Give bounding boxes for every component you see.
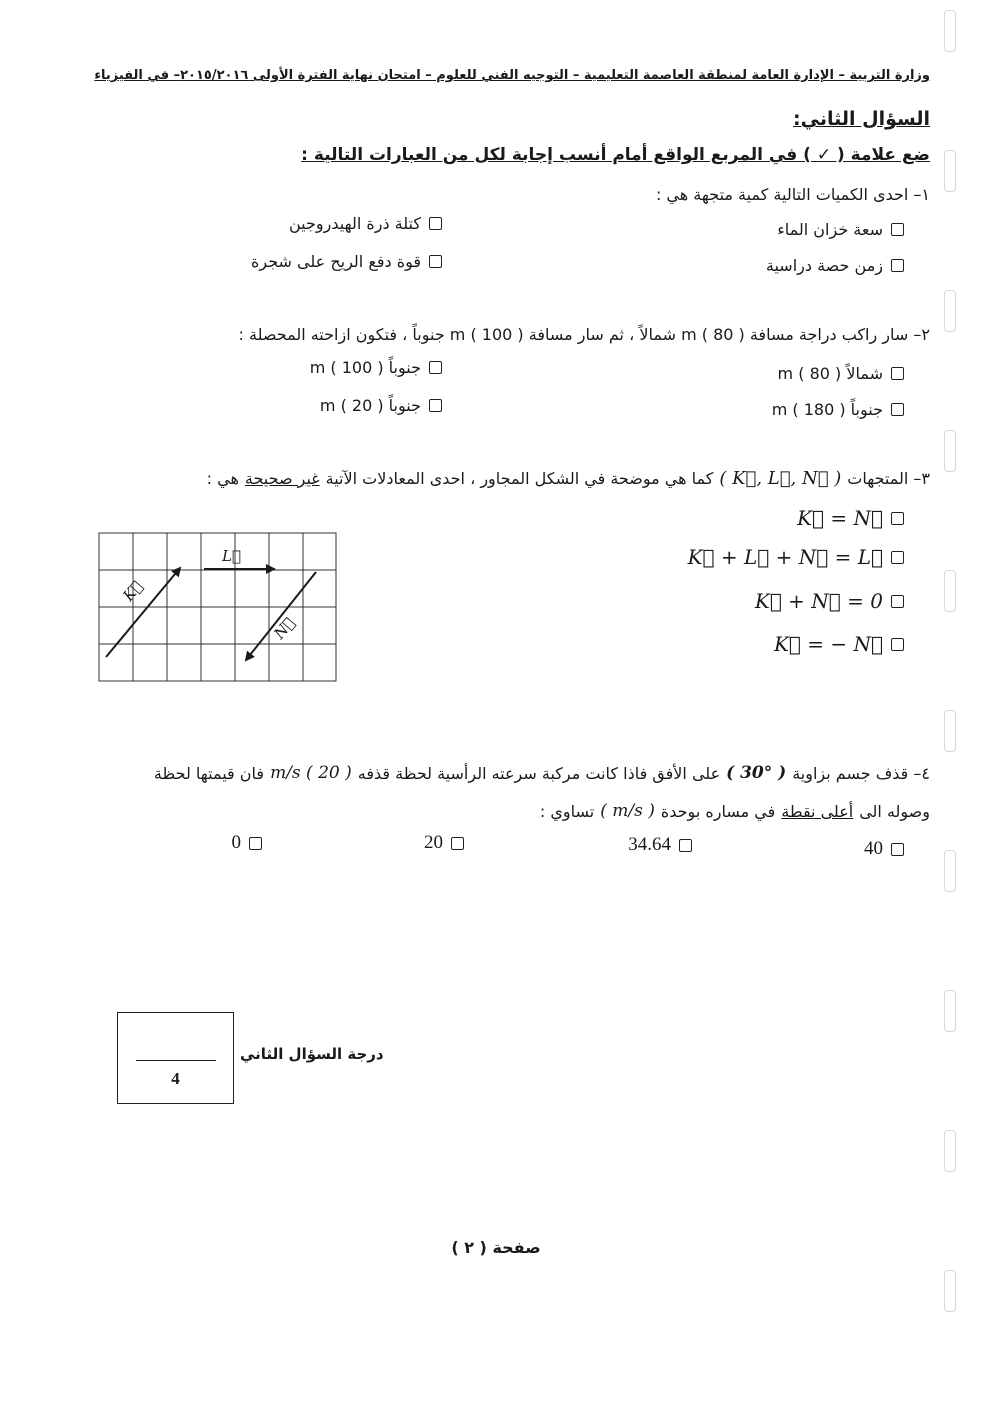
instruction: ضع علامة ( ✓ ) في المربع الواقع أمام أنسب إجابة لكل من العبارات التالية : (301, 145, 930, 165)
q4-stem-line1: ٤– قذف جسم بزاوية ( 30° ) على الأفق فاذا كانت مركبة سرعته الرأسية لحظة قذفه m/s ( 20 ) فان قيمتها لحظة (153, 763, 930, 783)
vector-n-arrow (246, 572, 316, 660)
q1-option-1[interactable]: سعة خزان الماء (777, 220, 904, 239)
vector-n-label: N⃗ (270, 614, 299, 643)
q2-option-2[interactable]: جنوباً ( 100 ) m (310, 358, 442, 377)
checkbox[interactable] (429, 217, 442, 230)
vector-k-label: K⃗ (119, 577, 147, 605)
checkbox[interactable] (891, 403, 904, 416)
checkbox[interactable] (249, 837, 262, 850)
q4-option-2[interactable]: 34.64 (628, 834, 692, 856)
checkbox[interactable] (429, 255, 442, 268)
q2-stem: ٢– سار راكب دراجة مسافة m ( 80 ) شمالاً ، ثم سار مسافة m ( 100 ) جنوباً ، فتكون ازاحته المحصلة : (238, 325, 930, 344)
page-number: صفحة ( ٢ ) (451, 1238, 541, 1257)
vector-grid-figure (98, 532, 338, 684)
q3-stem: ٣– المتجهات ( K⃗, L⃗, N⃗ ) كما هي موضحة في الشكل المجاور ، احدى المعادلات الآتية غير صحيحة هي : (206, 468, 930, 489)
q3-option-3[interactable]: K⃗ + N⃗ = 0 (755, 589, 904, 613)
exam-header: وزارة التربية – الإدارة العامة لمنطقة العاصمة التعليمية – التوجيه الفني للعلوم – امتحان نهاية الفترة الأولى ٢٠١٥/٢٠١٦– في الفيزياء (94, 68, 930, 83)
q1-option-4[interactable]: قوة دفع الريح على شجرة (251, 252, 442, 271)
q2-option-4[interactable]: جنوباً ( 20 ) m (320, 396, 442, 415)
grade-fraction-line (136, 1060, 216, 1061)
checkbox[interactable] (891, 367, 904, 380)
question-title: السؤال الثاني: (793, 108, 930, 130)
q1-stem: ١– احدى الكميات التالية كمية متجهة هي : (655, 185, 930, 204)
q3-option-2[interactable]: K⃗ + L⃗ + N⃗ = L⃗ (688, 545, 904, 569)
checkbox[interactable] (429, 399, 442, 412)
grade-label: درجة السؤال الثاني (240, 1045, 384, 1063)
checkbox[interactable] (891, 638, 904, 651)
checkbox[interactable] (429, 361, 442, 374)
checkbox[interactable] (451, 837, 464, 850)
grade-box (117, 1012, 234, 1104)
q4-option-4[interactable]: 0 (232, 832, 263, 854)
q2-option-3[interactable]: جنوباً ( 180 ) m (772, 400, 904, 419)
q1-option-2[interactable]: كتلة ذرة الهيدروجين (289, 214, 442, 233)
q4-stem-line2: وصوله الى أعلى نقطة في مساره بوحدة ( m/s ) تساوي : (539, 801, 930, 821)
q4-option-3[interactable]: 20 (424, 832, 464, 854)
checkbox[interactable] (891, 595, 904, 608)
checkbox[interactable] (891, 223, 904, 236)
checkbox[interactable] (891, 512, 904, 525)
checkbox[interactable] (891, 843, 904, 856)
q3-option-1[interactable]: K⃗ = N⃗ (797, 506, 904, 530)
q4-option-1[interactable]: 40 (864, 838, 904, 860)
grade-score: 4 (171, 1069, 180, 1088)
vector-l-label: L⃗ (222, 547, 241, 565)
grid (99, 533, 336, 681)
checkbox[interactable] (891, 259, 904, 272)
q2-option-1[interactable]: شمالاً ( 80 ) m (778, 364, 904, 383)
q3-option-4[interactable]: K⃗ = − N⃗ (774, 632, 904, 656)
q1-option-3[interactable]: زمن حصة دراسية (766, 256, 904, 275)
checkbox[interactable] (891, 551, 904, 564)
checkbox[interactable] (679, 839, 692, 852)
